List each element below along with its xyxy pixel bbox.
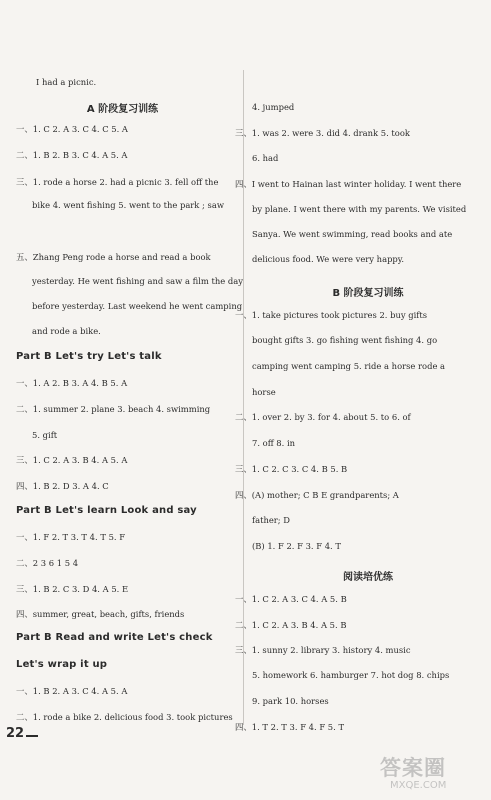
answer-line: 一、1. C 2. A 3. C 4. C 5. A: [16, 124, 128, 134]
answer-line: camping went camping 5. ride a horse rode a: [252, 361, 446, 371]
part-title: Part B Let's learn Look and say: [16, 505, 197, 516]
answer-line: 三、1. sunny 2. library 3. history 4. music: [235, 645, 411, 655]
page-number-dash: [26, 735, 38, 737]
answer-line: 三、1. C 2. A 3. B 4. A 5. A: [16, 455, 128, 465]
watermark-text: 答案圈: [380, 756, 446, 780]
answer-line: bought gifts 3. go fishing went fishing 4. go: [252, 335, 438, 345]
answer-line: (B) 1. F 2. F 3. F 4. T: [252, 541, 341, 551]
answer-line: 二、1. B 2. B 3. C 4. A 5. A: [16, 150, 128, 160]
section-title: A 阶段复习训练: [86, 104, 159, 115]
answer-line: 三、1. B 2. C 3. D 4. A 5. E: [16, 584, 129, 594]
answer-line: father; D: [252, 515, 291, 525]
answer-line: horse: [252, 387, 276, 397]
answer-line: 6. had: [252, 153, 279, 163]
answer-line: bike 4. went fishing 5. went to the park ; saw: [32, 200, 224, 210]
answer-line: 三、1. was 2. were 3. did 4. drank 5. took: [235, 128, 410, 138]
answer-line: 5. homework 6. hamburger 7. hot dog 8. chips: [252, 670, 450, 680]
answer-line: 四、I went to Hainan last winter holiday. I went there: [235, 179, 462, 189]
answer-line: 一、1. B 2. A 3. C 4. A 5. A: [16, 686, 128, 696]
answer-line: 二、1. over 2. by 3. for 4. about 5. to 6. of: [235, 412, 411, 422]
answer-line: I had a picnic.: [36, 77, 97, 87]
answer-line: 一、1. take pictures took pictures 2. buy gifts: [235, 310, 428, 320]
answer-line: before yesterday. Last weekend he went camping: [32, 301, 243, 311]
answer-line: 四、1. B 2. D 3. A 4. C: [16, 481, 109, 491]
part-title: Part B Let's try Let's talk: [16, 351, 162, 362]
answer-line: 一、1. C 2. A 3. C 4. A 5. B: [235, 594, 347, 604]
answer-line: 7. off 8. in: [252, 438, 296, 448]
watermark-url: MXQE.COM: [390, 780, 447, 791]
watermark-logo: [380, 752, 488, 796]
answer-line: and rode a bike.: [32, 326, 101, 336]
answer-line: 9. park 10. horses: [252, 696, 329, 706]
answer-line: 四、1. T 2. T 3. F 4. F 5. T: [235, 722, 345, 732]
answer-line: 5. gift: [32, 430, 58, 440]
answer-line: 三、1. C 2. C 3. C 4. B 5. B: [235, 464, 348, 474]
answer-line: 二、1. summer 2. plane 3. beach 4. swimming: [16, 404, 211, 414]
answer-line: 四、summer, great, beach, gifts, friends: [16, 609, 185, 619]
answer-line: 一、1. A 2. B 3. A 4. B 5. A: [16, 378, 128, 388]
part-title: Part B Read and write Let's check: [16, 632, 213, 643]
part-title: Let's wrap it up: [16, 659, 108, 670]
answer-line: 4. jumped: [252, 102, 295, 112]
answer-line: 二、1. rode a bike 2. delicious food 3. took pictures: [16, 712, 233, 722]
answer-line: 二、1. C 2. A 3. B 4. A 5. B: [235, 620, 347, 630]
answer-line: 三、1. rode a horse 2. had a picnic 3. fell off the: [16, 177, 219, 187]
section-title: B 阶段复习训练: [332, 288, 404, 299]
answer-line: Sanya. We went swimming, read books and ate: [252, 229, 453, 239]
answer-line: 一、1. F 2. T 3. T 4. T 5. F: [16, 532, 126, 542]
answer-line: by plane. I went there with my parents. We visited: [252, 204, 467, 214]
answer-line: 四、(A) mother; C B E grandparents; A: [235, 490, 399, 500]
section-title: 阅读培优练: [343, 572, 393, 583]
answer-line: 二、2 3 6 1 5 4: [16, 558, 79, 568]
page-number: 22: [6, 726, 25, 741]
answer-line: 五、Zhang Peng rode a horse and read a book: [16, 252, 211, 262]
answer-line: delicious food. We were very happy.: [252, 254, 405, 264]
answer-line: yesterday. He went fishing and saw a film the day: [32, 276, 243, 286]
